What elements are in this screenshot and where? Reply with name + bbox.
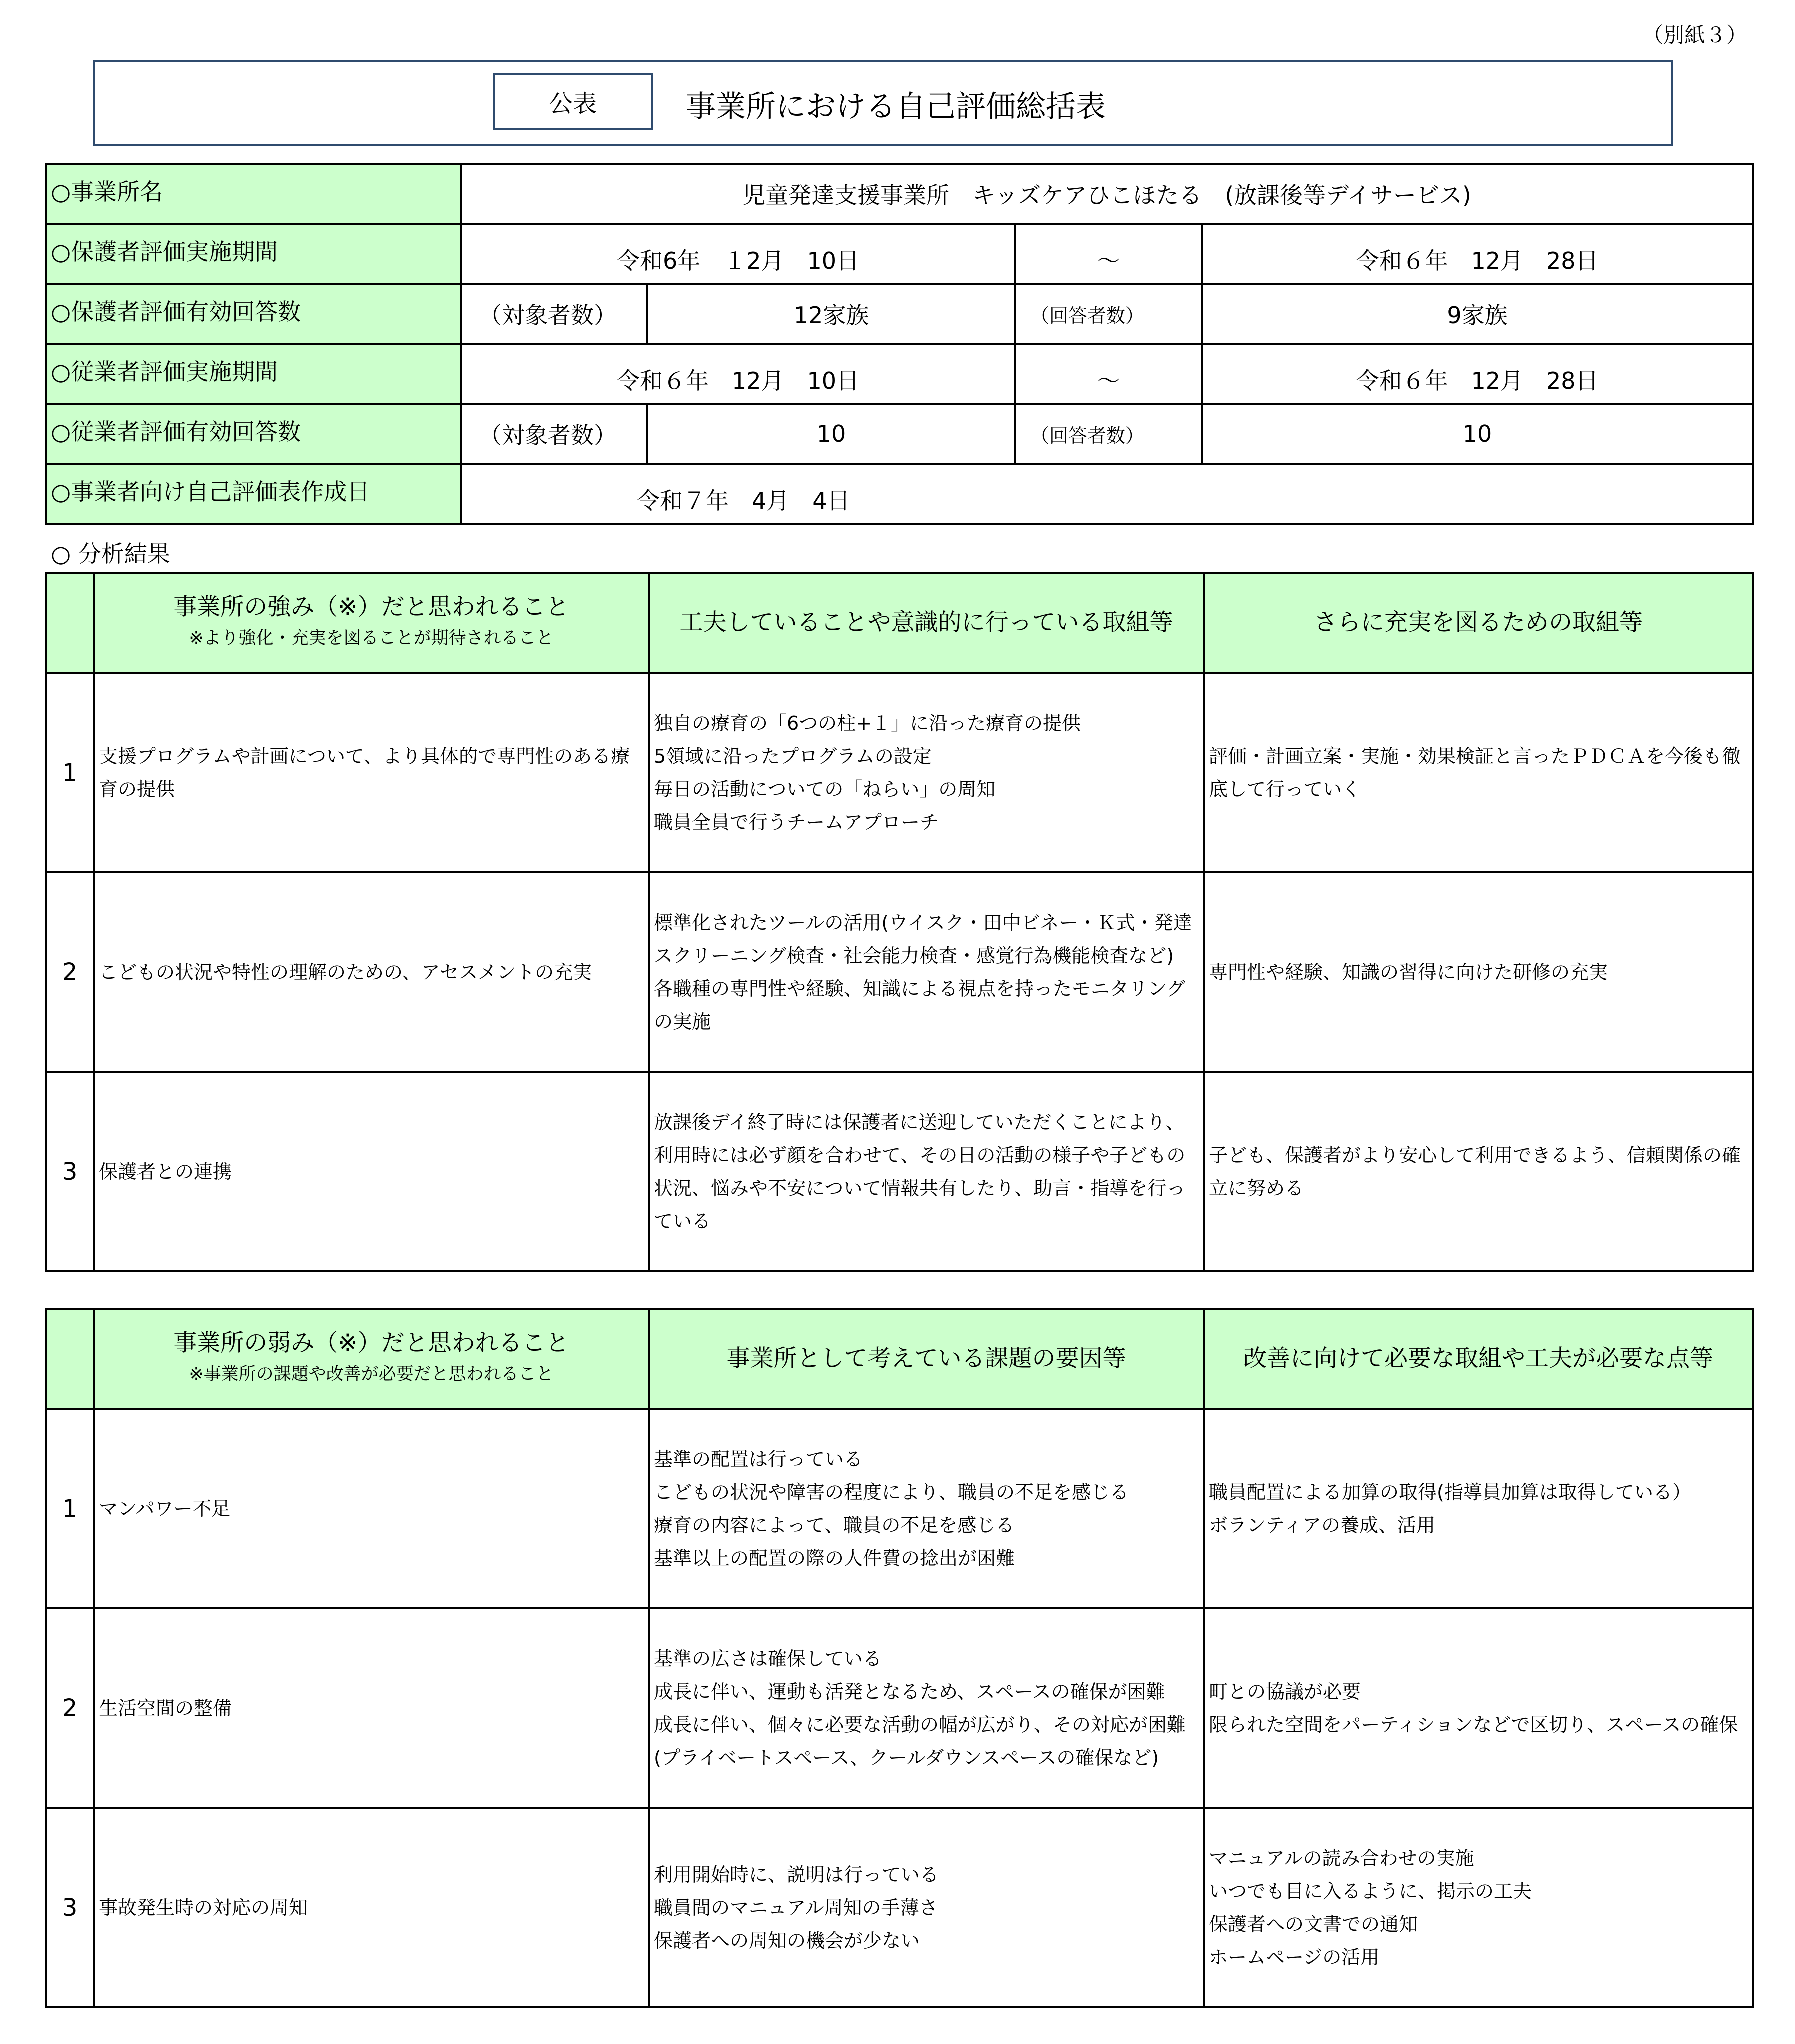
info-row-office bbox=[46, 164, 1753, 224]
strength-efforts: 放課後デイ終了時には保護者に送迎していただくことにより、利用時には必ず顔を合わせて、その日の活動の様子や子どもの状況、悩みや不安について情報共有したり、助言・指導を行っている bbox=[649, 1072, 1204, 1271]
attachment-note: （別紙３） bbox=[1642, 23, 1748, 47]
guardian-period-separator: ～ bbox=[1015, 224, 1202, 284]
guardian-period-end: 令和６年 12月 28日 bbox=[1202, 224, 1753, 284]
info-row-staff-count bbox=[46, 404, 1753, 464]
staff-period-label: ○従業者評価実施期間 bbox=[46, 344, 461, 404]
weaknesses-table bbox=[45, 1308, 1754, 2008]
table-row bbox=[46, 872, 1753, 1072]
guardian-answer-label: （回答者数） bbox=[1015, 284, 1202, 344]
analysis-heading: ○ 分析結果 bbox=[51, 540, 170, 567]
info-row-staff-period bbox=[46, 344, 1753, 404]
row-number: 2 bbox=[46, 1608, 94, 1808]
guardian-target-value: 12家族 bbox=[647, 284, 1015, 344]
staff-count-label: ○従業者評価有効回答数 bbox=[46, 404, 461, 464]
table-row bbox=[46, 673, 1753, 872]
table-row bbox=[46, 1072, 1753, 1271]
table-row bbox=[46, 1808, 1753, 2007]
created-value: 令和７年 4月 4日 bbox=[461, 464, 1753, 524]
info-row-created bbox=[46, 464, 1753, 524]
weaknesses-header-improvements: 改善に向けて必要な取組や工夫が必要な点等 bbox=[1204, 1309, 1753, 1409]
table-row bbox=[46, 1608, 1753, 1808]
table-row bbox=[46, 1409, 1753, 1608]
strengths-header-row bbox=[46, 573, 1753, 673]
weaknesses-header-num bbox=[46, 1309, 94, 1409]
page-title: 事業所における自己評価総括表 bbox=[686, 89, 1106, 124]
created-label: ○事業者向け自己評価表作成日 bbox=[46, 464, 461, 524]
staff-period-start: 令和６年 12月 10日 bbox=[461, 344, 1015, 404]
staff-answer-value: 10 bbox=[1202, 404, 1753, 464]
strengths-header-item: 事業所の強み（※）だと思われること ※より強化・充実を図ることが期待されること bbox=[94, 573, 649, 673]
office-label: ○事業所名 bbox=[46, 164, 461, 224]
staff-period-separator: ～ bbox=[1015, 344, 1202, 404]
strength-efforts: 標準化されたツールの活用(ウイスク・田中ビネー・Ｋ式・発達スクリーニング検査・社会能力検査・感覚行為機能検査など) 各職種の専門性や経験、知識による視点を持ったモニタリングの実施 bbox=[649, 872, 1204, 1072]
row-number: 2 bbox=[46, 872, 94, 1072]
weakness-causes: 基準の配置は行っている こどもの状況や障害の程度により、職員の不足を感じる 療育の内容によって、職員の不足を感じる 基準以上の配置の際の人件費の捻出が困難 bbox=[649, 1409, 1204, 1608]
strength-item: 保護者との連携 bbox=[94, 1072, 649, 1271]
row-number: 1 bbox=[46, 673, 94, 872]
weakness-causes: 利用開始時に、説明は行っている 職員間のマニュアル周知の手薄さ 保護者への周知の機会が少ない bbox=[649, 1808, 1204, 2007]
strengths-table bbox=[45, 572, 1754, 1272]
weakness-item: マンパワー不足 bbox=[94, 1409, 649, 1608]
weakness-improvements: マニュアルの読み合わせの実施 いつでも目に入るように、掲示の工夫 保護者への文書での通知 ホームページの活用 bbox=[1204, 1808, 1753, 2007]
weakness-item: 事故発生時の対応の周知 bbox=[94, 1808, 649, 2007]
guardian-period-start: 令和6年 １2月 10日 bbox=[461, 224, 1015, 284]
staff-period-end: 令和６年 12月 28日 bbox=[1202, 344, 1753, 404]
strengths-header-num bbox=[46, 573, 94, 673]
strength-item: 支援プログラムや計画について、より具体的で専門性のある療育の提供 bbox=[94, 673, 649, 872]
info-row-guardian-count bbox=[46, 284, 1753, 344]
weaknesses-header-item: 事業所の弱み（※）だと思われること ※事業所の課題や改善が必要だと思われること bbox=[94, 1309, 649, 1409]
weaknesses-header-row bbox=[46, 1309, 1753, 1409]
strength-efforts: 独自の療育の「6つの柱+１」に沿った療育の提供 5領域に沿ったプログラムの設定 毎日の活動についての「ねらい」の周知 職員全員で行うチームアプローチ bbox=[649, 673, 1204, 872]
weakness-causes: 基準の広さは確保している 成長に伴い、運動も活発となるため、スペースの確保が困難 成長に伴い、個々に必要な活動の幅が広がり、その対応が困難(プライベートスペース、クールダウンスペースの確保など) bbox=[649, 1608, 1204, 1808]
guardian-answer-value: 9家族 bbox=[1202, 284, 1753, 344]
strengths-header-further: さらに充実を図るための取組等 bbox=[1204, 573, 1753, 673]
guardian-count-label: ○保護者評価有効回答数 bbox=[46, 284, 461, 344]
strength-further: 子ども、保護者がより安心して利用できるよう、信頼関係の確立に努める bbox=[1204, 1072, 1753, 1271]
weaknesses-header-causes: 事業所として考えている課題の要因等 bbox=[649, 1309, 1204, 1409]
strength-further: 専門性や経験、知識の習得に向けた研修の充実 bbox=[1204, 872, 1753, 1072]
guardian-target-label: （対象者数） bbox=[461, 284, 647, 344]
weakness-improvements: 町との協議が必要 限られた空間をパーティションなどで区切り、スペースの確保 bbox=[1204, 1608, 1753, 1808]
row-number: 1 bbox=[46, 1409, 94, 1608]
staff-target-label: （対象者数） bbox=[461, 404, 647, 464]
office-value: 児童発達支援事業所 キッズケアひこほたる (放課後等デイサービス) bbox=[461, 164, 1753, 224]
row-number: 3 bbox=[46, 1808, 94, 2007]
staff-answer-label: （回答者数） bbox=[1015, 404, 1202, 464]
info-row-guardian-period bbox=[46, 224, 1753, 284]
row-number: 3 bbox=[46, 1072, 94, 1271]
strengths-header-efforts: 工夫していることや意識的に行っている取組等 bbox=[649, 573, 1204, 673]
guardian-period-label: ○保護者評価実施期間 bbox=[46, 224, 461, 284]
strength-item: こどもの状況や特性の理解のための、アセスメントの充実 bbox=[94, 872, 649, 1072]
weakness-improvements: 職員配置による加算の取得(指導員加算は取得している） ボランティアの養成、活用 bbox=[1204, 1409, 1753, 1608]
weakness-item: 生活空間の整備 bbox=[94, 1608, 649, 1808]
strength-further: 評価・計画立案・実施・効果検証と言ったＰＤＣＡを今後も徹底して行っていく bbox=[1204, 673, 1753, 872]
public-badge: 公表 bbox=[493, 73, 653, 130]
staff-target-value: 10 bbox=[647, 404, 1015, 464]
info-table bbox=[45, 163, 1754, 525]
